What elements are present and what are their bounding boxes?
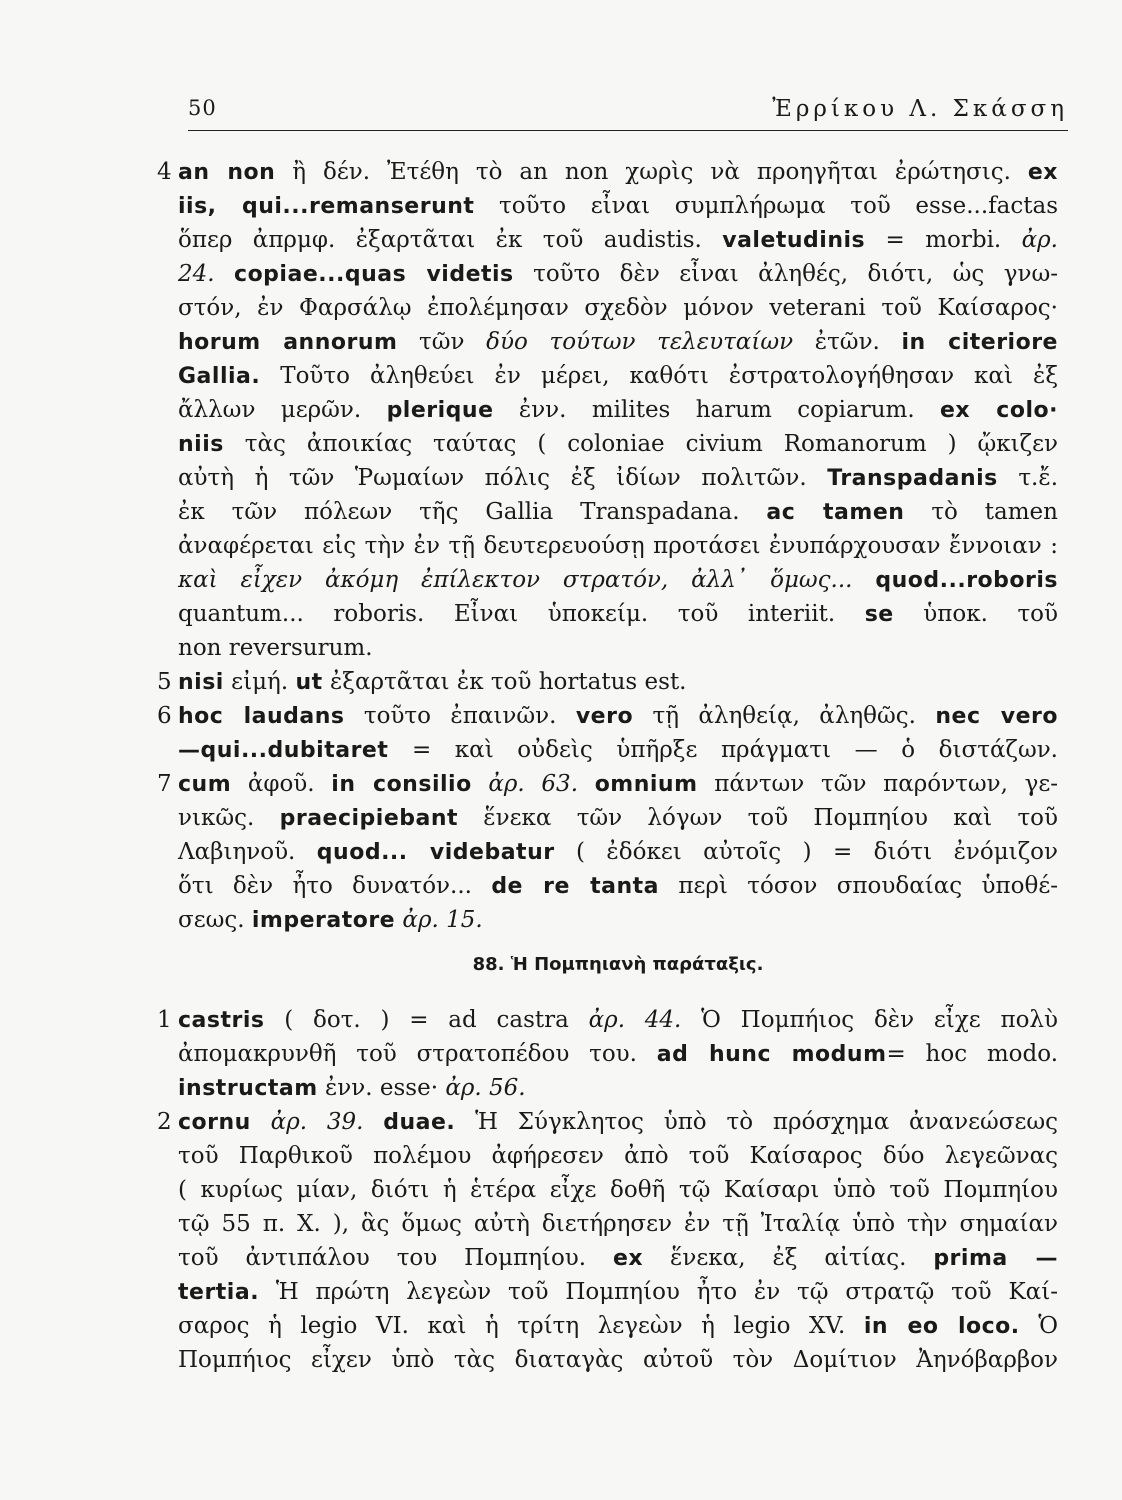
text-line — [157, 767, 1059, 801]
gloss-text: ( κυρίως μίαν, διότι ἡ ἑτέρα εἶχε δοθῆ τῷ Καίσαρι ὑπὸ τοῦ Πομπηίου — [178, 1177, 1058, 1203]
latin-lemma: cornu — [178, 1110, 251, 1135]
gloss-text: ἢ δέν. Ἐτέθη τὸ an non χωρὶς νὰ προηγῆται ἐρώτησις. — [275, 159, 1028, 185]
latin-lemma: in eo loco. — [863, 1314, 1020, 1339]
text-line — [178, 393, 1058, 427]
gloss-text: Τοῦτο ἀληθεύει ἐν μέρει, καθότι ἐστρατολογήθησαν καὶ ἐξ — [260, 363, 1058, 389]
latin-lemma: ut — [295, 670, 323, 695]
gloss-text: τ.ἔ. — [997, 465, 1059, 491]
text-line — [178, 461, 1058, 495]
text-line — [178, 1241, 1058, 1275]
italic-reference: ἀρ. — [1021, 227, 1058, 253]
text-line — [157, 699, 1058, 733]
latin-lemma: vero — [575, 704, 634, 729]
text-line — [178, 427, 1058, 461]
latin-lemma: an non — [178, 160, 276, 185]
text-line — [178, 359, 1058, 393]
text-line — [178, 291, 1058, 325]
gloss-text: ἐνν. esse· — [317, 1075, 446, 1101]
gloss-text: ( ἐδόκει αὐτοῖς ) = διότι ἐνόμιζον — [554, 839, 1058, 865]
latin-lemma: niis — [178, 432, 224, 457]
gloss-text: ( δοτ. ) = ad castra — [264, 1007, 589, 1033]
text-line — [178, 631, 1058, 665]
italic-reference: ἀρ. 63. — [488, 771, 578, 797]
running-title: Ἐρρίκου Λ. Σκάσση — [772, 96, 1068, 122]
latin-lemma: in citeriore — [901, 330, 1058, 355]
latin-lemma: imperatore — [251, 908, 396, 933]
latin-lemma: ac tamen — [766, 500, 905, 525]
gloss-text: σεως. — [178, 907, 252, 933]
latin-lemma: ex — [1027, 160, 1059, 185]
text-line — [178, 835, 1058, 869]
gloss-text: τῷ 55 π. Χ. ), ἃς ὅμως αὐτὴ διετήρησεν ἐν τῇ Ἰταλίᾳ ὑπὸ τὴν σημαίαν — [178, 1211, 1058, 1237]
text-line — [178, 1037, 1058, 1071]
gloss-text: ἀφοῦ. — [231, 771, 332, 797]
line-number: 5 — [157, 669, 172, 695]
latin-lemma: ex colo· — [940, 398, 1058, 423]
latin-lemma: hoc laudans — [178, 704, 345, 729]
line-number: 2 — [157, 1109, 172, 1135]
latin-lemma: plerique — [386, 398, 494, 423]
gloss-text: ἀπομακρυνθῆ τοῦ στρατοπέδου του. — [178, 1041, 657, 1067]
text-line — [178, 801, 1058, 835]
latin-lemma: valetudinis — [722, 228, 866, 253]
latin-lemma: quod... videbatur — [316, 840, 555, 865]
text-line — [178, 869, 1058, 903]
text-line — [178, 325, 1058, 359]
commentary-section-87 — [157, 155, 1059, 937]
gloss-text: σαρος ἡ legio VI. καὶ ἡ τρίτη λεγεὼν ἡ legio XV. — [178, 1313, 864, 1339]
latin-lemma: cum — [178, 772, 232, 797]
text-line — [178, 903, 1058, 937]
latin-lemma: se — [864, 602, 894, 627]
gloss-text: non reversurum. — [178, 635, 373, 661]
text-line — [178, 1071, 1058, 1105]
gloss-text: ἐνν. milites harum copiarum. — [493, 397, 940, 423]
gloss-text: ἄλλων μερῶν. — [178, 397, 387, 423]
gloss-text: Πομπήιος εἶχεν ὑπὸ τὰς διαταγὰς αὐτοῦ τὸν Δομίτιον Ἀηνόβαρβον — [178, 1347, 1058, 1373]
gloss-text: = morbi. — [865, 227, 1022, 253]
line-number: 4 — [157, 159, 172, 185]
page-header — [188, 96, 1068, 130]
latin-lemma: duae. — [383, 1110, 456, 1135]
gloss-text: εἰμή. — [223, 669, 296, 695]
gloss-text: τὸ tamen — [904, 499, 1058, 525]
gloss-text: τοῦ ἀντιπάλου του Πομπηίου. — [178, 1245, 614, 1271]
latin-lemma: in consilio — [331, 772, 472, 797]
gloss-text: τοῦτο δὲν εἶναι ἀληθές, διότι, ὡς γνω- — [513, 261, 1058, 287]
text-line — [178, 257, 1058, 291]
latin-lemma: castris — [178, 1008, 265, 1033]
italic-reference: ἀρ. 39. — [270, 1109, 364, 1135]
gloss-text: τῶν — [397, 329, 487, 355]
latin-lemma: Transpadanis — [827, 466, 998, 491]
gloss-text: ἀναφέρεται εἰς τὴν ἐν τῇ δευτερευούσῃ προτάσει ἐνυπάρχουσαν ἔννοιαν : — [178, 533, 1058, 559]
text-line — [178, 1275, 1058, 1309]
text-line — [157, 155, 1059, 189]
gloss-text: ἐξαρτᾶται ἐκ τοῦ hortatus est. — [322, 669, 687, 695]
latin-lemma: omnium — [594, 772, 698, 797]
gloss-text: ἕνεκα τῶν λόγων τοῦ Πομπηίου καὶ τοῦ — [458, 805, 1058, 831]
gloss-text — [853, 567, 876, 593]
italic-reference: ἀρ. 44. — [588, 1007, 682, 1033]
latin-lemma: iis, qui...remanserunt — [178, 194, 475, 219]
italic-reference: ἀρ. 56. — [445, 1075, 526, 1101]
latin-lemma: instructam — [178, 1076, 318, 1101]
gloss-text: = καὶ οὐδεὶς ὑπῆρξε πράγματι — ὁ διστάζων. — [388, 737, 1058, 763]
gloss-text: αὐτὴ ἡ τῶν Ῥωμαίων πόλις ἐξ ἰδίων πολιτῶν. — [178, 465, 828, 491]
gloss-text: ἐκ τῶν πόλεων τῆς Gallia Transpadana. — [178, 499, 767, 525]
latin-lemma: nec vero — [935, 704, 1058, 729]
latin-lemma: quod...roboris — [875, 568, 1059, 593]
line-number: 1 — [157, 1007, 172, 1033]
italic-reference: 24. — [178, 261, 215, 287]
text-line — [178, 1309, 1058, 1343]
gloss-text: στόν, ἐν Φαρσάλῳ ἐπολέμησαν σχεδὸν μόνον veterani τοῦ Καίσαρος· — [178, 295, 1058, 321]
text-line — [178, 495, 1058, 529]
gloss-text: quantum... roboris. Εἶναι ὑποκείμ. τοῦ interiit. — [178, 601, 865, 627]
gloss-text: Ὁ Πομπήιος δὲν εἶχε πολὺ — [681, 1007, 1058, 1033]
latin-lemma: ex — [613, 1246, 644, 1271]
latin-lemma: praecipiebant — [279, 806, 459, 831]
gloss-text: Ἡ Σύγκλητος ὑπὸ τὸ πρόσχημα ἀνανεώσεως — [455, 1109, 1058, 1135]
italic-reference: ἀρ. 15. — [402, 907, 483, 933]
text-line — [178, 1139, 1058, 1173]
text-line — [178, 563, 1058, 597]
text-line — [178, 223, 1058, 257]
italic-reference: δύο τούτων τελευταίων — [486, 329, 794, 355]
gloss-text — [578, 771, 595, 797]
gloss-text — [472, 771, 489, 797]
latin-lemma: tertia. — [178, 1280, 260, 1305]
latin-lemma: horum annorum — [178, 330, 398, 355]
text-line — [178, 597, 1058, 631]
text-line — [178, 1343, 1058, 1377]
gloss-text: ἕνεκα, ἐξ αἰτίας. — [643, 1245, 934, 1271]
gloss-text: ὅπερ ἀπρμφ. ἐξαρτᾶται ἐκ τοῦ audistis. — [178, 227, 723, 253]
latin-lemma: copiae...quas videtis — [234, 262, 514, 287]
gloss-text: τοῦτο ἐπαινῶν. — [344, 703, 576, 729]
gloss-text: ὅτι δὲν ἦτο δυνατόν... — [178, 873, 492, 899]
commentary-body — [157, 155, 1059, 1377]
gloss-text: τοῦτο εἶναι συμπλήρωμα τοῦ esse...factas — [474, 193, 1058, 219]
commentary-section-88 — [157, 1003, 1058, 1377]
gloss-text: ἐτῶν. — [793, 329, 902, 355]
text-line — [178, 529, 1058, 563]
latin-lemma: ad hunc modum — [656, 1042, 887, 1067]
gloss-text: Ὁ — [1019, 1313, 1058, 1339]
italic-reference: καὶ εἶχεν ἀκόμη ἐπίλεκτον στρατόν, ἀλλ᾽ ὅμως... — [178, 567, 853, 593]
gloss-text — [363, 1109, 383, 1135]
gloss-text: περὶ τόσον σπουδαίας ὑποθέ- — [659, 873, 1059, 899]
gloss-text: Ἡ πρώτη λεγεὼν τοῦ Πομπηίου ἦτο ἐν τῷ στρατῷ τοῦ Καί- — [259, 1279, 1058, 1305]
gloss-text: τῇ ἀληθείᾳ, ἀληθῶς. — [633, 703, 936, 729]
text-line — [178, 1173, 1058, 1207]
latin-lemma: nisi — [178, 670, 224, 695]
gloss-text: = hoc modo. — [886, 1041, 1058, 1067]
gloss-text: ὑποκ. τοῦ — [893, 601, 1058, 627]
line-number: 6 — [157, 703, 172, 729]
gloss-text: πάντων τῶν παρόντων, γε- — [697, 771, 1059, 797]
text-line — [157, 1105, 1058, 1139]
latin-lemma: —qui...dubitaret — [178, 738, 389, 763]
latin-lemma: Gallia. — [178, 364, 261, 389]
line-number: 7 — [157, 771, 172, 797]
text-line — [178, 1207, 1058, 1241]
gloss-text — [215, 261, 234, 287]
latin-lemma: de re tanta — [491, 874, 660, 899]
header-rule — [188, 130, 1068, 131]
gloss-text: Λαβιηνοῦ. — [178, 839, 317, 865]
section-title: 88. Ἡ Πομπηιανὴ παράταξις. — [472, 954, 764, 975]
latin-lemma: prima — — [933, 1246, 1058, 1271]
text-line — [178, 733, 1058, 767]
gloss-text: νικῶς. — [178, 805, 280, 831]
text-line — [157, 665, 1058, 699]
text-line — [178, 189, 1058, 223]
gloss-text: τοῦ Παρθικοῦ πολέμου ἀφήρεσεν ἀπὸ τοῦ Καίσαρος δύο λεγεῶνας — [178, 1143, 1058, 1169]
gloss-text: τὰς ἀποικίας ταύτας ( coloniae civium Romanorum ) ᾤκιζεν — [223, 431, 1058, 457]
text-line — [157, 1003, 1058, 1037]
gloss-text — [251, 1109, 271, 1135]
page-number: 50 — [188, 96, 217, 120]
